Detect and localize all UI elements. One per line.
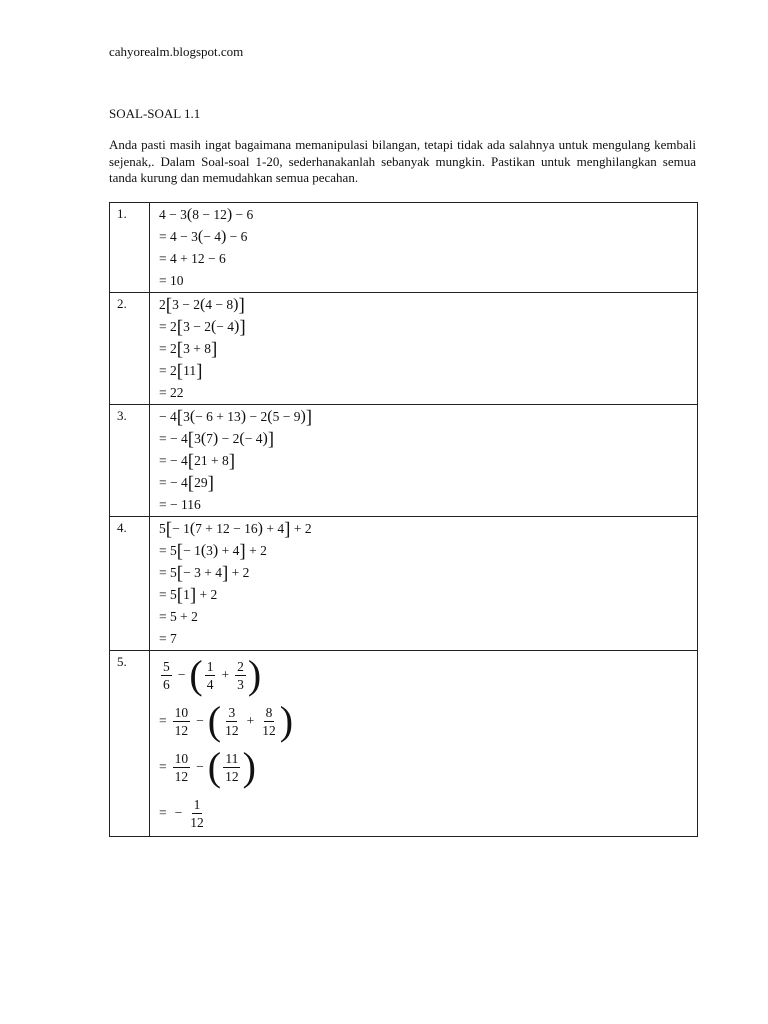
- section-title: SOAL-SOAL 1.1: [109, 106, 201, 121]
- problem-number: 4.: [110, 517, 150, 651]
- fraction: $\frac{8}{12}$: [262, 704, 276, 738]
- problem-work: [150, 651, 698, 837]
- problem-number: 3.: [110, 405, 150, 517]
- work-line: = − 4[3(7) − 2(− 4)]: [159, 429, 275, 450]
- work-line: = 7: [159, 631, 177, 646]
- work-line: = − 4[21 + 8]: [159, 451, 236, 472]
- problem-number: 1.: [110, 203, 150, 293]
- fraction: $\frac{5}{6}$: [163, 658, 170, 692]
- problem-number: 2.: [110, 293, 150, 405]
- problem-row-4: [110, 517, 698, 651]
- fraction: $\frac{1}{12}$: [190, 796, 204, 830]
- problem-row-2: [110, 293, 698, 405]
- problems-table: [109, 202, 698, 837]
- work-line: = 5[− 1(3) + 4] + 2: [159, 541, 267, 562]
- work-line: = − 4[29]: [159, 473, 214, 494]
- work-line: = 5 + 2: [159, 609, 198, 624]
- work-line: 4 − 3(8 − 12) − 6: [159, 206, 254, 223]
- work-line: = 22: [159, 385, 184, 400]
- fraction: $\frac{2}{3}$: [237, 658, 244, 692]
- work-line: = 5[− 3 + 4] + 2: [159, 563, 250, 584]
- work-line: = 2[3 − 2(− 4)]: [159, 317, 246, 338]
- work-line: = 2[11]: [159, 361, 203, 382]
- fraction-line: = $\frac{10}{12}$ − ( $\frac{3}{12}$ + $\frac{8}{12}$ ): [159, 698, 294, 743]
- work-line: = − 116: [159, 497, 201, 512]
- work-line: = 2[3 + 8]: [159, 339, 218, 360]
- problem-number: 5.: [110, 651, 150, 837]
- work-line: = 10: [159, 273, 184, 288]
- problem-row-3: [110, 405, 698, 517]
- fraction: $\frac{1}{4}$: [206, 658, 214, 692]
- fraction: $\frac{10}{12}$: [174, 750, 189, 784]
- fraction: $\frac{11}{12}$: [225, 750, 239, 784]
- work-line: = 5[1] + 2: [159, 585, 218, 606]
- problem-work: [150, 293, 698, 405]
- problem-row-5: [110, 651, 698, 837]
- fraction-line: = − $\frac{1}{12}$: [159, 796, 204, 830]
- problem-row-1: [110, 203, 698, 293]
- fraction-line: $\frac{5}{6}$ − ( $\frac{1}{4}$ + $\frac{2}{3}$ ): [163, 652, 262, 697]
- work-line: 5[− 1(7 + 12 − 16) + 4] + 2: [159, 519, 312, 540]
- problem-work: [150, 405, 698, 517]
- problem-work: [150, 517, 698, 651]
- work-line: − 4[3(− 6 + 13) − 2(5 − 9)]: [159, 407, 313, 428]
- problem-work: [150, 203, 698, 293]
- intro-paragraph: Anda pasti masih ingat bagaimana memanipulasi bilangan, tetapi tidak ada salahnya untuk mengulang kembali sejenak,. Dalam Soal-soal 1-20, sederhanakanlah sebanyak mungkin. Pastikan untuk menghilangkan semua tanda kurung dan memudahkan semua pecahan.: [109, 137, 696, 185]
- header-site-url: cahyorealm.blogspot.com: [109, 44, 244, 59]
- work-line: 2[3 − 2(4 − 8)]: [159, 295, 245, 316]
- fraction-line: = $\frac{10}{12}$ − ( $\frac{11}{12}$ ): [159, 744, 256, 789]
- work-line: = 4 − 3(− 4) − 6: [159, 228, 248, 245]
- work-line: = 4 + 12 − 6: [159, 251, 226, 266]
- fraction: $\frac{10}{12}$: [174, 704, 189, 738]
- fraction: $\frac{3}{12}$: [225, 704, 239, 738]
